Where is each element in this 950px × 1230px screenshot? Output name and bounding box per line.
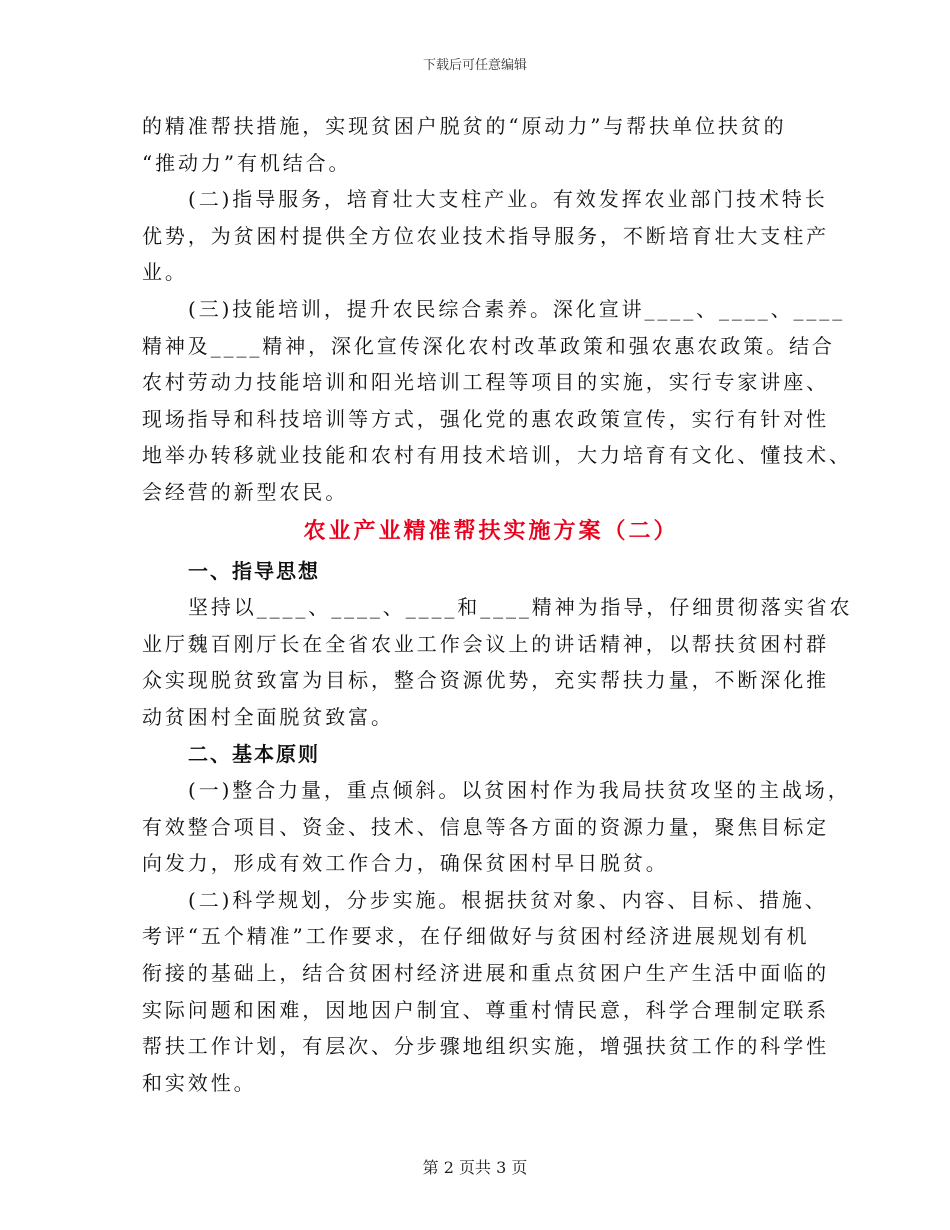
text-line: 的精准帮扶措施，实现贫困户脱贫的“原动力”与帮扶单位扶贫的 — [142, 114, 787, 138]
section-heading: 二、基本原则 — [188, 741, 320, 766]
text-line: 向发力，形成有效工作合力，确保贫困村早日脱贫。 — [142, 851, 669, 876]
text-line: 现场指导和科技培训等方式，强化党的惠农政策宣传，实行有针对性 — [142, 406, 829, 431]
section-heading: 一、指导思想 — [188, 558, 320, 583]
text-line: (三)技能培训，提升农民综合素养。深化宣讲____、____、____ — [188, 296, 846, 321]
text-line: (二)科学规划，分步实施。根据扶贫对象、内容、目标、措施、 — [188, 887, 828, 912]
text-line: 会经营的新型农民。 — [142, 479, 349, 504]
text-line: 众实现脱贫致富为目标，整合资源优势，充实帮扶力量，不断深化推 — [142, 668, 829, 693]
text-line: 帮扶工作计划，有层次、分步骤地组织实施，增强扶贫工作的科学性 — [142, 1034, 829, 1059]
text-line: (二)指导服务，培育壮大支柱产业。有效发挥农业部门技术特长 — [188, 187, 828, 212]
text-line: 实际问题和困难，因地因户制宜、尊重村情民意，科学合理制定联系 — [142, 997, 829, 1022]
header-note: 下载后可任意编辑 — [422, 58, 527, 73]
text-line: 衔接的基础上，结合贫困村经济进展和重点贫困户生产生活中面临的 — [142, 961, 829, 986]
text-line: 优势，为贫困村提供全方位农业技术指导服务，不断培育壮大支柱产 — [142, 223, 829, 248]
text-line: 地举办转移就业技能和农村有用技术培训，大力培育有文化、懂技术、 — [142, 443, 852, 468]
text-line: 和实效性。 — [142, 1070, 257, 1095]
document-title: 农业产业精准帮扶实施方案（二） — [303, 517, 679, 544]
text-line: 业。 — [142, 260, 188, 285]
text-line: 有效整合项目、资金、技术、信息等各方面的资源力量，聚焦目标定 — [142, 814, 829, 839]
text-line: 坚持以____、____、____和____精神为指导，仔细贯彻落实省农 — [188, 595, 853, 620]
text-line: 业厅魏百刚厅长在全省农业工作会议上的讲话精神，以帮扶贫困村群 — [142, 631, 829, 656]
text-line: 考评“五个精准”工作要求，在仔细做好与贫困村经济进展规划有机 — [142, 924, 810, 949]
text-line: 农村劳动力技能培训和阳光培训工程等项目的实施，实行专家讲座、 — [142, 370, 829, 395]
text-line: “推动力”有机结合。 — [142, 150, 352, 175]
text-line: (一)整合力量，重点倾斜。以贫困村作为我局扶贫攻坚的主战场， — [188, 778, 851, 803]
text-line: 精神及____精神，深化宣传深化农村改革政策和强农惠农政策。结合 — [142, 333, 835, 358]
document-body — [142, 108, 853, 1101]
page-number: 第 2 页共 3 页 — [422, 1158, 528, 1177]
text-line: 动贫困村全面脱贫致富。 — [142, 704, 394, 729]
